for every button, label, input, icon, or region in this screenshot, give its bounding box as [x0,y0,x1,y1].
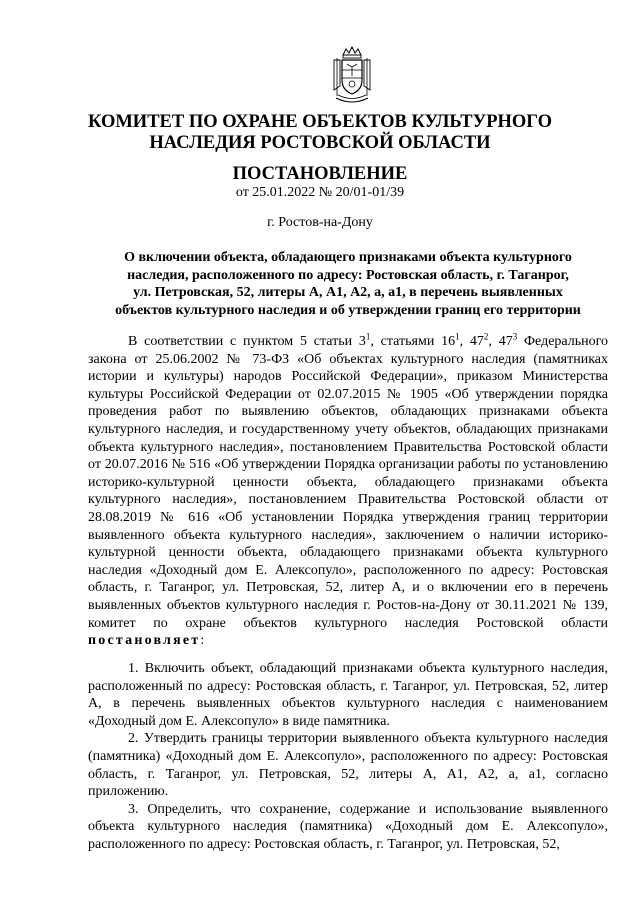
title-line2: наследия, расположенного по адресу: Ростовская область, г. Таганрог, [127,267,569,283]
preamble-paragraph [88,333,608,650]
organization-name-line1: КОМИТЕТ ПО ОХРАНЕ ОБЪЕКТОВ КУЛЬТУРНОГО [88,112,552,132]
preamble-text-3: , 47 [459,334,484,349]
decree-items [88,660,608,854]
decree-colon: : [200,633,205,649]
preamble-text-5: Федерального закона от 25.06.2002 № 73-ФЗ «Об объектах культурного наследия (памятниках истории и культуры) народов Российской Федерации», приказом Министерства культуры Российской Федерации от 02.07.2015 № 1905 «Об утверждении порядка проведения работ по выявлению объектов, обладающих признаками объекта культурного наследия, и государственному учету объектов, обладающих признаками объекта культурного наследия», постановлением Правительства Ростовской области от 20.07.2016 № 516 «Об утверждении Порядка организации работы по установлению историко-культурной ценности объекта, обладающего признаками объекта культурного наследия», постановлением Правительства Ростовской области от 28.08.2019 № 616 «Об установлении Порядка утверждения границ территории выявленного объекта культурного наследия», заключением о наличии историко-культурной ценности объекта, обладающего признаками объекта культурного наследия «Доходный дом Е. Алексопуло», расположенного по адресу: Ростовская область, г. Таганрог, ул. Петровская, 52, литер А, и о включении его в перечень выявленных объектов культурного наследия г. Ростов-на-Дону от 30.11.2021 № 139, комитет по охране объектов культурного наследия Ростовской области [88,334,609,631]
superscript: 2 [483,331,489,342]
document-date-number: от 25.01.2022 № 20/01-01/39 [235,185,405,200]
decree-item: 3. Определить, что сохранение, содержание и использование выявленного объекта культурного наследия (памятника) «Доходный дом Е. Алексопуло», расположенного по адресу: Ростовская область, г. Таганрог, ул. Петровская, 52, [88,801,608,852]
superscript: 3 [512,331,518,342]
document-city: г. Ростов-на-Дону [267,215,373,230]
title-line1: О включении объекта, обладающего признаками объекта культурного [124,250,572,265]
organization-name-line2: НАСЛЕДИЯ РОСТОВСКОЙ ОБЛАСТИ [149,133,491,153]
title-line4: объектов культурного наследия и об утверждении границ его территории [115,302,581,318]
decree-item: 2. Утвердить границы территории выявленного объекта культурного наследия (памятника) «Доходный дом Е. Алексопуло», расположенного по адресу: Ростовская область, г. Таганрог, ул. Петровская, 52, литеры А, А1, А2, а, а1, согласно приложению. [88,731,608,800]
document-title [88,249,608,319]
preamble-text-1: В соответствии с пунктом 5 статьи 3 [128,334,366,349]
superscript: 1 [455,331,460,342]
decree-word: постановляет [88,633,201,649]
preamble-text-2: , статьями 16 [370,334,456,349]
preamble-section [88,333,608,650]
decree-item: 1. Включить объект, обладающий признаками объекта культурного наследия, расположенный по адресу: Ростовская область, г. Таганрог, ул. Петровская, 52, литер А, в перечень выявленных объектов культурного наследия с наименованием «Доходный дом Е. Алексопуло» в виде памятника. [88,661,608,729]
preamble-text-4: , 47 [488,334,513,349]
superscript: 1 [365,331,371,342]
title-line3: ул. Петровская, 52, литеры А, А1, А2, а, а1, в перечень выявленных [133,285,563,300]
coat-of-arms-emblem [328,46,376,106]
organization-name [60,112,580,154]
document-type: ПОСТАНОВЛЕНИЕ [232,164,408,184]
